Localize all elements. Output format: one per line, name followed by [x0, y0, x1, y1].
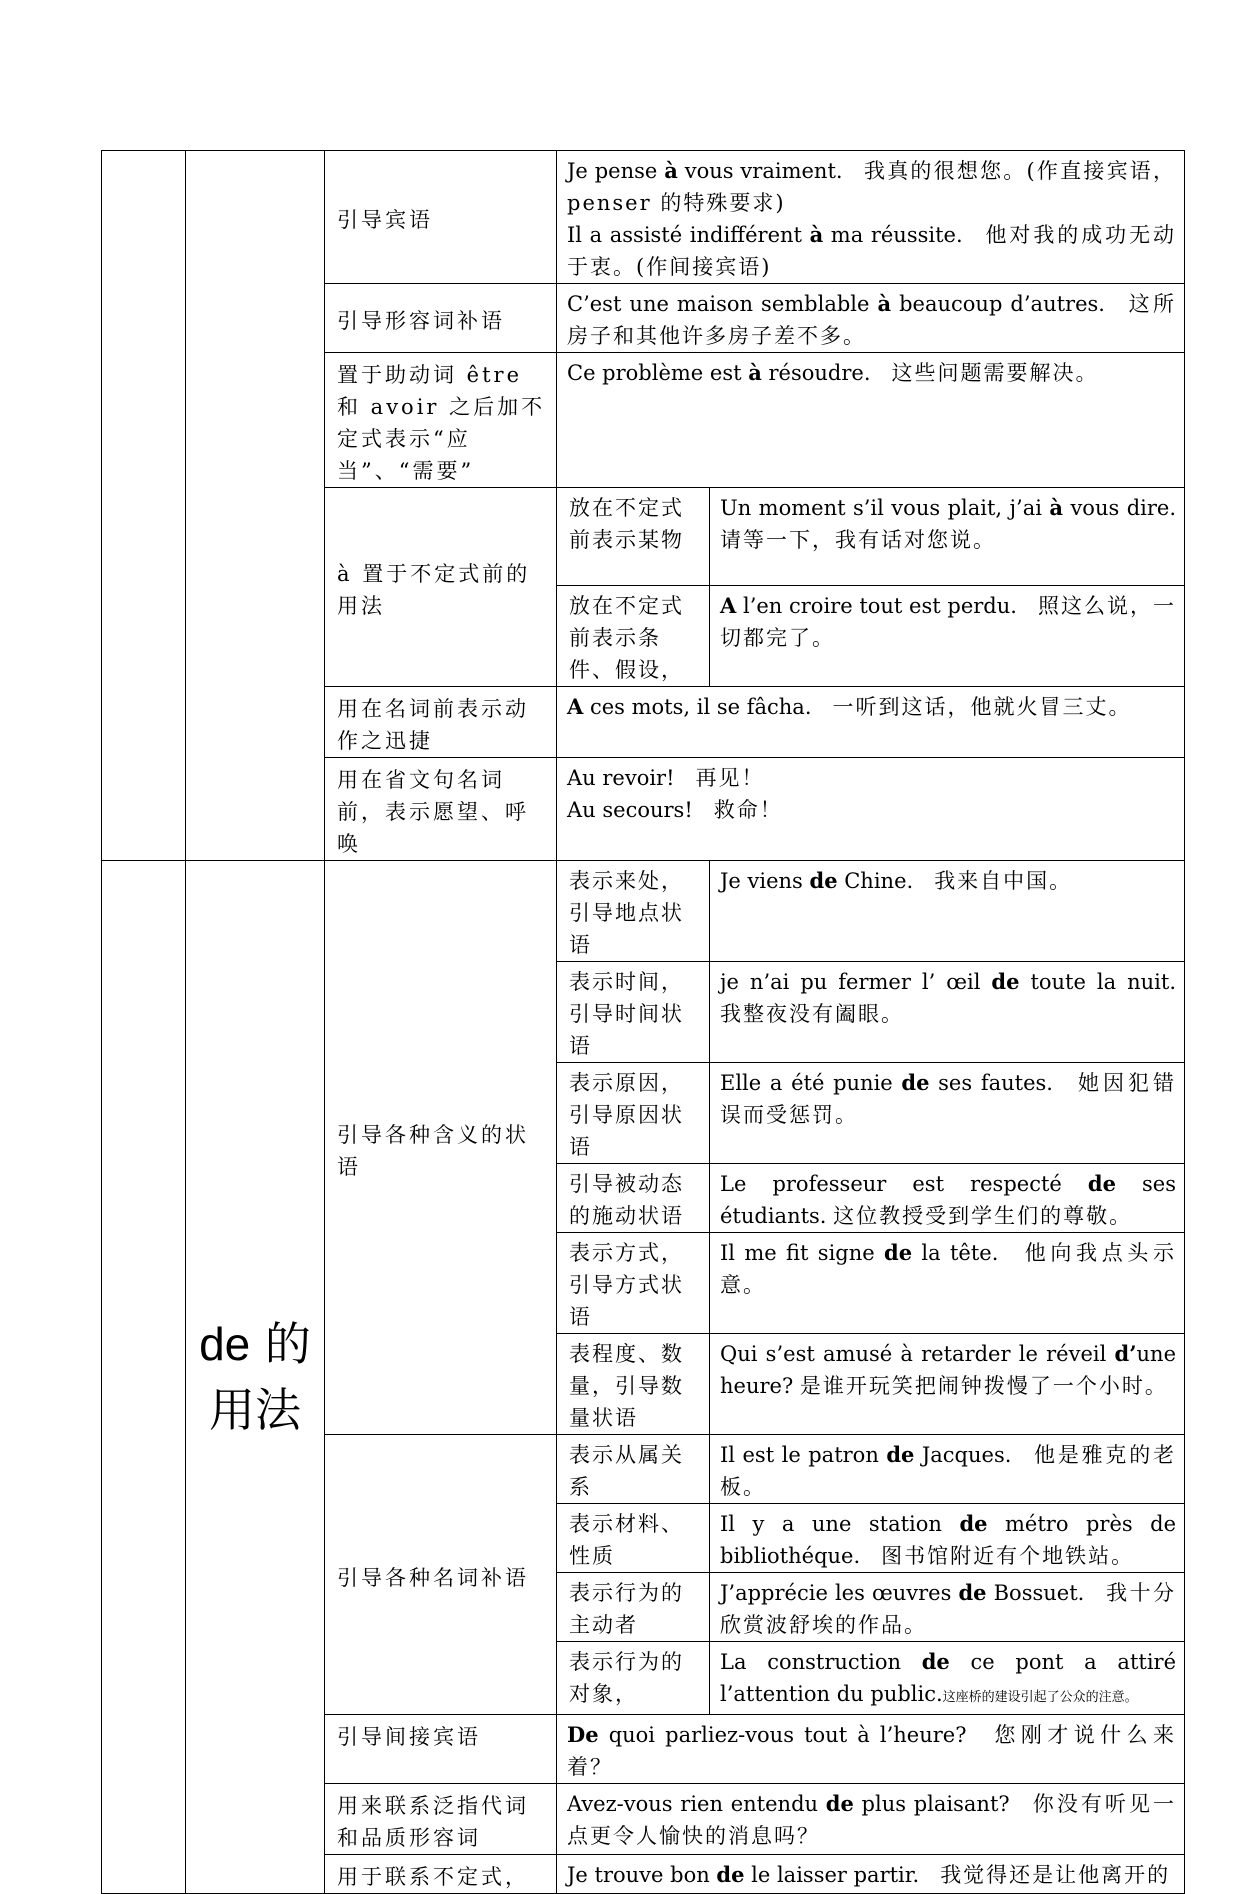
example-cell [557, 1784, 1185, 1855]
example-cell [557, 151, 1185, 284]
keyword-highlight: de [958, 1580, 987, 1605]
example-cell [710, 1573, 1185, 1642]
example-cell [710, 1164, 1185, 1233]
example-cell [557, 687, 1185, 758]
example-text: 你没有听见一点更令人愉快的消息吗？ [567, 1792, 1177, 1848]
example-text: Chine. [837, 869, 935, 893]
keyword-highlight: de [991, 969, 1020, 994]
example-text: ce pont a attiré l’attention du public. [720, 1650, 1177, 1706]
keyword-highlight: de [809, 868, 838, 893]
keyword-highlight: de [716, 1862, 745, 1887]
keyword-highlight: de [884, 1240, 913, 1265]
keyword-highlight: A [720, 593, 737, 618]
example-cell [710, 861, 1185, 962]
example-text: 她因犯错误而受惩罚。 [720, 1071, 1177, 1127]
example-cell [710, 1233, 1185, 1334]
keyword-highlight: de [1087, 1171, 1116, 1196]
example-text: vous dire. [1063, 496, 1177, 520]
example-text: métro près de bibliothéque. [720, 1512, 1177, 1568]
example-text: plus plaisant? [853, 1792, 1033, 1816]
example-text: 图书馆附近有个地铁站。 [881, 1544, 1135, 1568]
subcategory-cell: 表示时间，引导时间状语 [557, 962, 710, 1063]
keyword-highlight: à [1049, 495, 1063, 520]
example-cell [557, 353, 1185, 488]
example-text: Il est le patron [720, 1443, 887, 1467]
keyword-highlight: à [748, 360, 762, 385]
example-cell [710, 1334, 1185, 1435]
example-text: 您刚才说什么来着？ [567, 1723, 1177, 1779]
subcategory-cell: 表示方式，引导方式状语 [557, 1233, 710, 1334]
keyword-highlight: de [959, 1511, 988, 1536]
example-text: vous vraiment. [677, 159, 864, 183]
example-cell [710, 962, 1197, 1063]
example-text: Bossuet. [986, 1581, 1107, 1605]
example-text: 再见！ [695, 766, 765, 790]
example-text: Je viens [720, 869, 810, 893]
example-text: 照这么说，一切都完了。 [720, 594, 1177, 650]
example-cell [710, 488, 1185, 586]
example-text: toute la nuit. [1019, 970, 1197, 994]
example-text: Elle a été punie [720, 1071, 902, 1095]
keyword-highlight: de [886, 1442, 915, 1467]
example-text: 这所房子和其他许多房子差不多。 [567, 292, 1177, 348]
example-text: ma réussite. [823, 223, 986, 247]
example-text: Il a assisté indifférent [567, 223, 810, 247]
subcategory-cell: 表示行为的主动者 [557, 1573, 710, 1642]
keyword-highlight: De [567, 1722, 599, 1747]
example-text: Je trouve bon [567, 1863, 717, 1887]
keyword-highlight: de [825, 1791, 854, 1816]
example-text: J’apprécie les œuvres [720, 1581, 959, 1605]
category-cell: 引导各种含义的状语 [325, 861, 557, 1435]
subcategory-cell: 表示原因，引导原因状语 [557, 1063, 710, 1164]
title-rest: 的用法 [209, 1317, 311, 1437]
example-text: 我真的很想您。(作直接宾语，penser 的特殊要求) [567, 159, 1177, 215]
example-text: 我来自中国。 [934, 869, 1073, 893]
example-text: La construction [720, 1650, 922, 1674]
keyword-highlight: à [877, 291, 892, 316]
example-text: la tête. [912, 1241, 1025, 1265]
keyword-highlight: à [809, 222, 824, 247]
keyword-highlight: A [567, 694, 584, 719]
category-cell: 置于助动词 être 和 avoir 之后加不定式表示“应当”、“需要” [325, 353, 557, 488]
example-text: 一听到这话，他就火冒三丈。 [832, 695, 1132, 719]
subcategory-cell: 引导被动态的施动状语 [557, 1164, 710, 1233]
example-text: 这些问题需要解决。 [891, 361, 1099, 385]
subcategory-cell: 表示来处，引导地点状语 [557, 861, 710, 962]
example-cell [710, 1642, 1185, 1715]
example-text: Au secours! [567, 798, 714, 822]
example-text: Au revoir! [567, 766, 696, 790]
section-a-title-cell [186, 151, 325, 861]
example-text: 我觉得还是让他离开的 [940, 1863, 1171, 1887]
subcategory-cell: 表示从属关系 [557, 1435, 710, 1504]
section-de-number-cell [102, 861, 186, 1894]
example-cell [710, 586, 1185, 687]
grammar-table [101, 150, 1197, 1894]
table-row [102, 861, 1185, 962]
example-cell [557, 1855, 1185, 1894]
example-text: C’est une maison semblable [567, 292, 878, 316]
subcategory-cell: 表示行为的对象， [557, 1642, 710, 1715]
example-text: Un moment s’il vous plait, j’ai [720, 496, 1050, 520]
category-cell: 引导各种名词补语 [325, 1435, 557, 1715]
example-text: 这座桥的建设引起了公众的注意。 [942, 1690, 1138, 1705]
example-text: 他对我的成功无动于衷。(作间接宾语) [567, 223, 1177, 279]
example-text: Avez-vous rien entendu [567, 1792, 826, 1816]
example-text: Le professeur est respecté [720, 1172, 1088, 1196]
example-text: 他向我点头示意。 [720, 1241, 1177, 1297]
example-text: Il y a une station [720, 1512, 960, 1536]
example-cell [710, 1063, 1185, 1164]
example-text: résoudre. [761, 361, 892, 385]
example-text: beaucoup d’autres. [891, 292, 1129, 316]
example-cell [557, 284, 1185, 353]
category-cell: 用在省文句名词前，表示愿望、呼唤 [325, 758, 557, 861]
category-cell: 引导间接宾语 [325, 1715, 557, 1784]
example-text: 是谁开玩笑把闹钟拨慢了一个小时。 [799, 1374, 1168, 1398]
category-cell: 引导形容词补语 [325, 284, 557, 353]
category-cell: à 置于不定式前的用法 [325, 488, 557, 687]
example-text: quoi parliez-vous tout à l’heure? [598, 1723, 995, 1747]
example-cell [557, 758, 1185, 861]
example-text: le laisser partir. [744, 1863, 941, 1887]
section-de-title [186, 861, 325, 1894]
example-text: Il me fit signe [720, 1241, 885, 1265]
example-text: une heure? [720, 1342, 1177, 1398]
subcategory-cell: 放在不定式前表示条件、假设， [557, 586, 710, 687]
example-text: 他是雅克的老板。 [720, 1443, 1177, 1499]
keyword-highlight: d’ [1114, 1341, 1137, 1366]
category-cell: 用在名词前表示动作之迅捷 [325, 687, 557, 758]
example-text: 这位教授受到学生们的尊敬。 [833, 1204, 1133, 1228]
example-text: je n’ai pu fermer l’ œil [720, 970, 992, 994]
example-text: 请等一下，我有话对您说。 [720, 528, 996, 552]
example-text: 我整夜没有阖眼。 [720, 1002, 904, 1026]
example-text: l’en croire tout est perdu. [736, 594, 1038, 618]
category-cell: 用于联系不定式， [325, 1855, 557, 1894]
section-a-number-cell [102, 151, 186, 861]
example-text: 救命！ [713, 798, 783, 822]
example-cell [557, 1715, 1185, 1784]
example-text: Qui s’est amusé à retarder le réveil [720, 1342, 1115, 1366]
subcategory-cell: 表示材料、性质 [557, 1504, 710, 1573]
example-cell [710, 1504, 1185, 1573]
keyword-highlight: de [921, 1649, 950, 1674]
title-latin: de [199, 1318, 251, 1370]
keyword-highlight: à [664, 158, 678, 183]
example-cell [710, 1435, 1185, 1504]
example-text: ses étudiants. [720, 1172, 1177, 1228]
category-cell: 引导宾语 [325, 151, 557, 284]
example-text: 我十分欣赏波舒埃的作品。 [720, 1581, 1177, 1637]
subcategory-cell: 表程度、数量，引导数量状语 [557, 1334, 710, 1435]
table-row [102, 151, 1185, 284]
keyword-highlight: de [901, 1070, 930, 1095]
example-text: Je pense [567, 159, 665, 183]
example-text: Jacques. [914, 1443, 1035, 1467]
example-text: ces mots, il se fâcha. [583, 695, 833, 719]
subcategory-cell: 放在不定式前表示某物 [557, 488, 710, 586]
example-text: Ce problème est [567, 361, 749, 385]
example-text: ses fautes. [929, 1071, 1078, 1095]
category-cell: 用来联系泛指代词和品质形容词 [325, 1784, 557, 1855]
